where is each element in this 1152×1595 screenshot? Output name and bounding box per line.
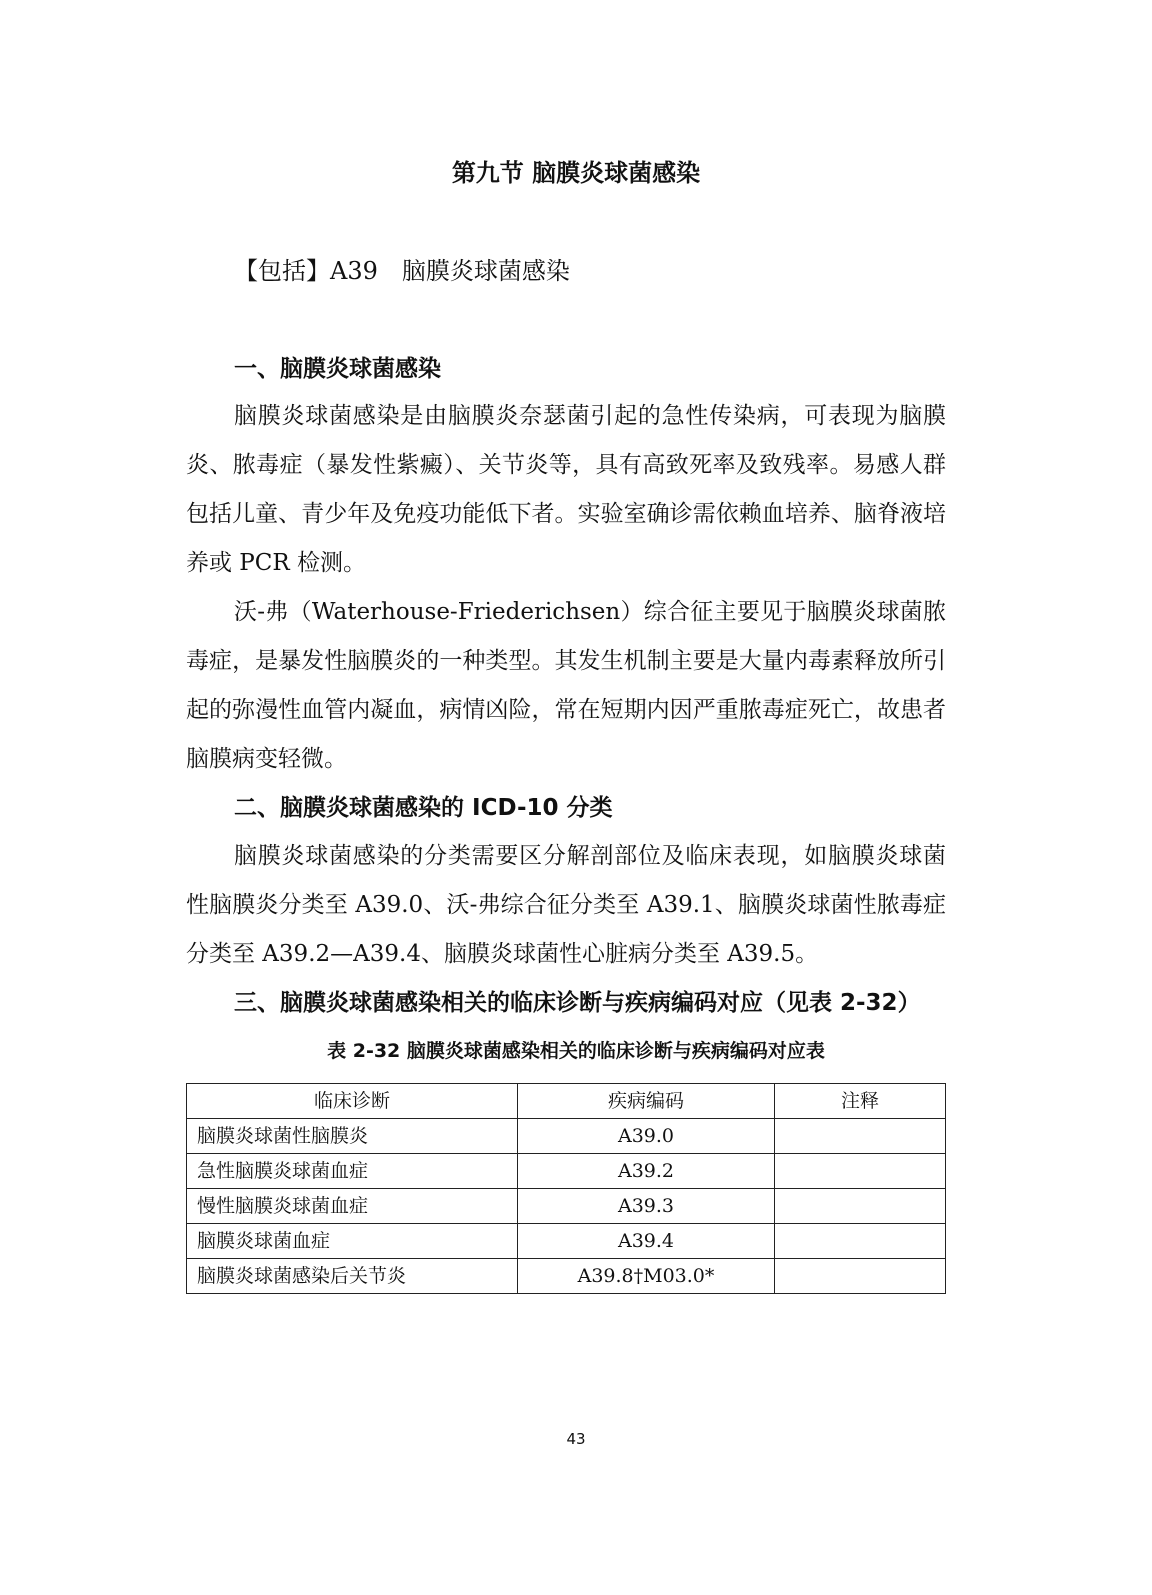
table-row [187, 1259, 946, 1294]
cell-notes [775, 1119, 946, 1154]
page-number: 43 [566, 1430, 586, 1448]
includes-line [234, 254, 570, 288]
table-header-row [187, 1084, 946, 1119]
section-title: 第九节 脑膜炎球菌感染 [451, 159, 701, 187]
cell-notes [775, 1224, 946, 1259]
cell-code: A39.4 [518, 1224, 775, 1259]
cell-code: A39.0 [518, 1119, 775, 1154]
header-diagnosis: 临床诊断 [187, 1084, 518, 1119]
cell-diagnosis: 脑膜炎球菌血症 [187, 1224, 518, 1259]
table-row [187, 1119, 946, 1154]
heading-3: 三、脑膜炎球菌感染相关的临床诊断与疾病编码对应（见表 2-32） [234, 990, 921, 1016]
table-caption: 表 2-32 脑膜炎球菌感染相关的临床诊断与疾病编码对应表 [327, 1040, 825, 1062]
table-row [187, 1224, 946, 1259]
paragraph-1: 脑膜炎球菌感染是由脑膜炎奈瑟菌引起的急性传染病，可表现为脑膜炎、脓毒症（暴发性紫癜）、关节炎等，具有高致死率及致残率。易感人群包括儿童、青少年及免疫功能低下者。实验室确诊需依赖血培养、脑脊液培养或 PCR 检测。 [186, 403, 946, 576]
header-notes: 注释 [775, 1084, 946, 1119]
cell-diagnosis: 脑膜炎球菌感染后关节炎 [187, 1259, 518, 1294]
header-code: 疾病编码 [518, 1084, 775, 1119]
includes-text: 脑膜炎球菌感染 [401, 257, 570, 285]
paragraph-2: 沃-弗（Waterhouse-Friederichsen）综合征主要见于脑膜炎球菌脓毒症，是暴发性脑膜炎的一种类型。其发生机制主要是大量内毒素释放所引起的弥漫性血管内凝血，病情凶险，常在短期内因严重脓毒症死亡，故患者脑膜病变轻微。 [186, 599, 946, 772]
heading-2: 二、脑膜炎球菌感染的 ICD-10 分类 [234, 795, 613, 821]
cell-notes [775, 1189, 946, 1224]
cell-diagnosis: 慢性脑膜炎球菌血症 [187, 1189, 518, 1224]
paragraph-3: 脑膜炎球菌感染的分类需要区分解剖部位及临床表现，如脑膜炎球菌性脑膜炎分类至 A39.0、沃-弗综合征分类至 A39.1、脑膜炎球菌性脓毒症分类至 A39.2—A39.4、脑膜炎球菌性心脏病分类至 A39.5。 [186, 843, 946, 967]
table-row [187, 1154, 946, 1189]
cell-code: A39.2 [518, 1154, 775, 1189]
cell-code: A39.3 [518, 1189, 775, 1224]
diagnosis-code-table [186, 1083, 946, 1294]
cell-code: A39.8†M03.0* [518, 1259, 775, 1294]
heading-1: 一、脑膜炎球菌感染 [234, 356, 441, 382]
cell-diagnosis: 急性脑膜炎球菌血症 [187, 1154, 518, 1189]
table-row [187, 1189, 946, 1224]
includes-label: 【包括】A39 [234, 257, 378, 285]
cell-notes [775, 1154, 946, 1189]
cell-diagnosis: 脑膜炎球菌性脑膜炎 [187, 1119, 518, 1154]
cell-notes [775, 1259, 946, 1294]
